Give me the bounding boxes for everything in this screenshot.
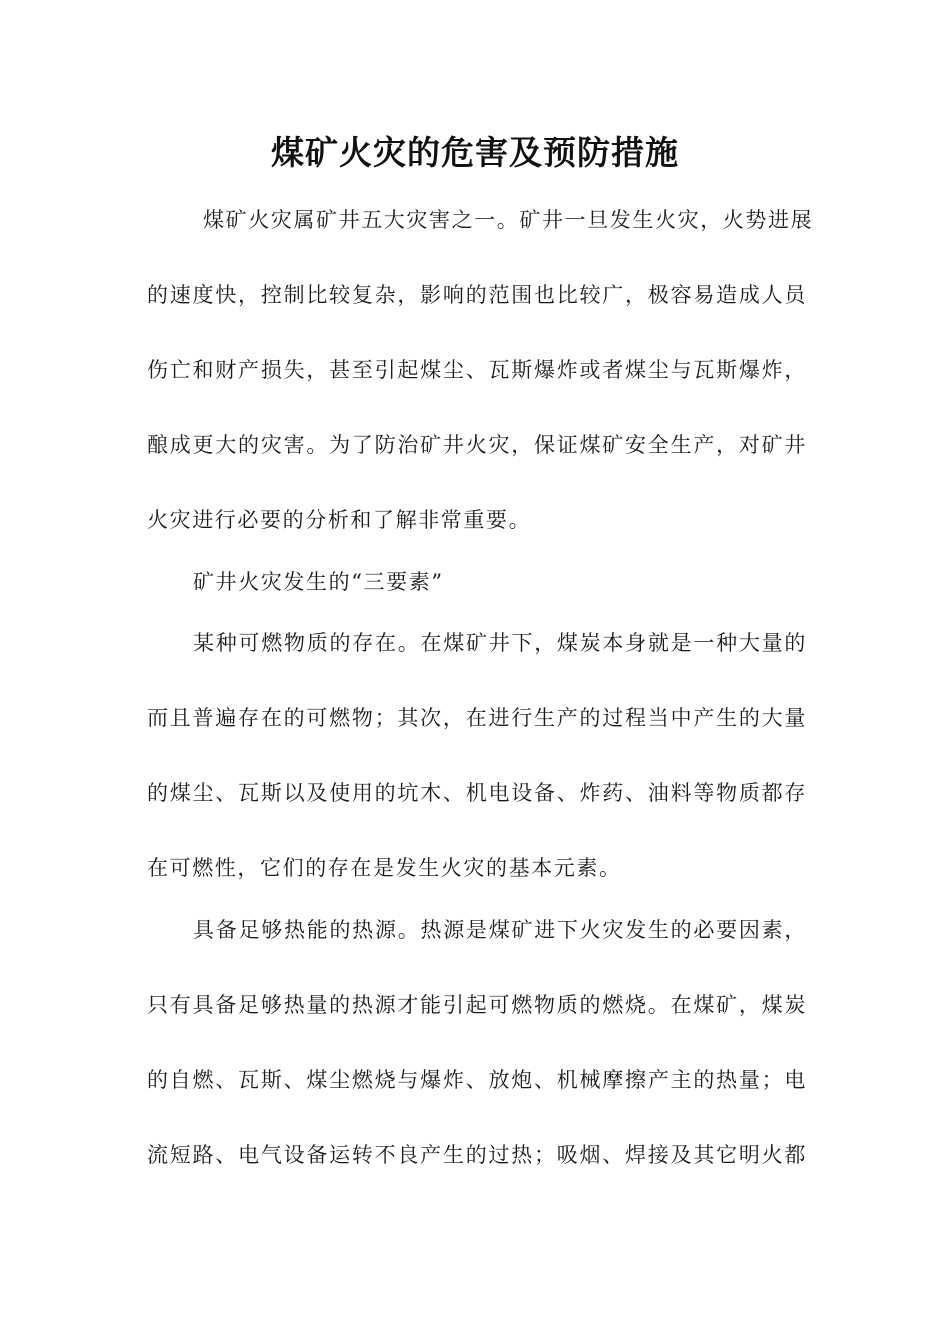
paragraph-line: 具备足够热能的热源。热源是煤矿进下火灾发生的必要因素， [193,918,807,942]
paragraph-line: 某种可燃物质的存在。在煤矿井下，煤炭本身就是一种大量的 [193,631,807,655]
paragraph-line: 在可燃性，它们的存在是发生火灾的基本元素。 [147,856,622,880]
paragraph-line: 流短路、电气设备运转不良产生的过热；吸烟、焊接及其它明火都 [147,1143,807,1167]
paragraph-line: 煤矿火灾属矿井五大灾害之一。矿井一旦发生火灾，火势进展 [203,208,814,232]
paragraph-line: 的煤尘、瓦斯以及使用的坑木、机电设备、炸药、油料等物质都存 [147,781,807,805]
document-title: 煤矿火灾的危害及预防措施 [271,133,679,172]
paragraph-line: 的速度快，控制比较复杂，影响的范围也比较广，极容易造成人员 [147,283,807,307]
paragraph-line: 只有具备足够热量的热源才能引起可燃物质的燃烧。在煤矿，煤炭 [147,993,807,1017]
paragraph-line: 的自燃、瓦斯、煤尘燃烧与爆炸、放炮、机械摩擦产主的热量；电 [147,1068,807,1092]
paragraph-line: 火灾进行必要的分析和了解非常重要。 [147,508,532,532]
section-heading: 矿井火灾发生的“三要素” [193,570,444,594]
paragraph-line: 酿成更大的灾害。为了防治矿井火灾，保证煤矿安全生产，对矿井 [147,433,807,457]
paragraph-line: 伤亡和财产损失，甚至引起煤尘、瓦斯爆炸或者煤尘与瓦斯爆炸， [147,358,807,382]
paragraph-line: 而且普遍存在的可燃物；其次，在进行生产的过程当中产生的大量 [147,706,807,730]
